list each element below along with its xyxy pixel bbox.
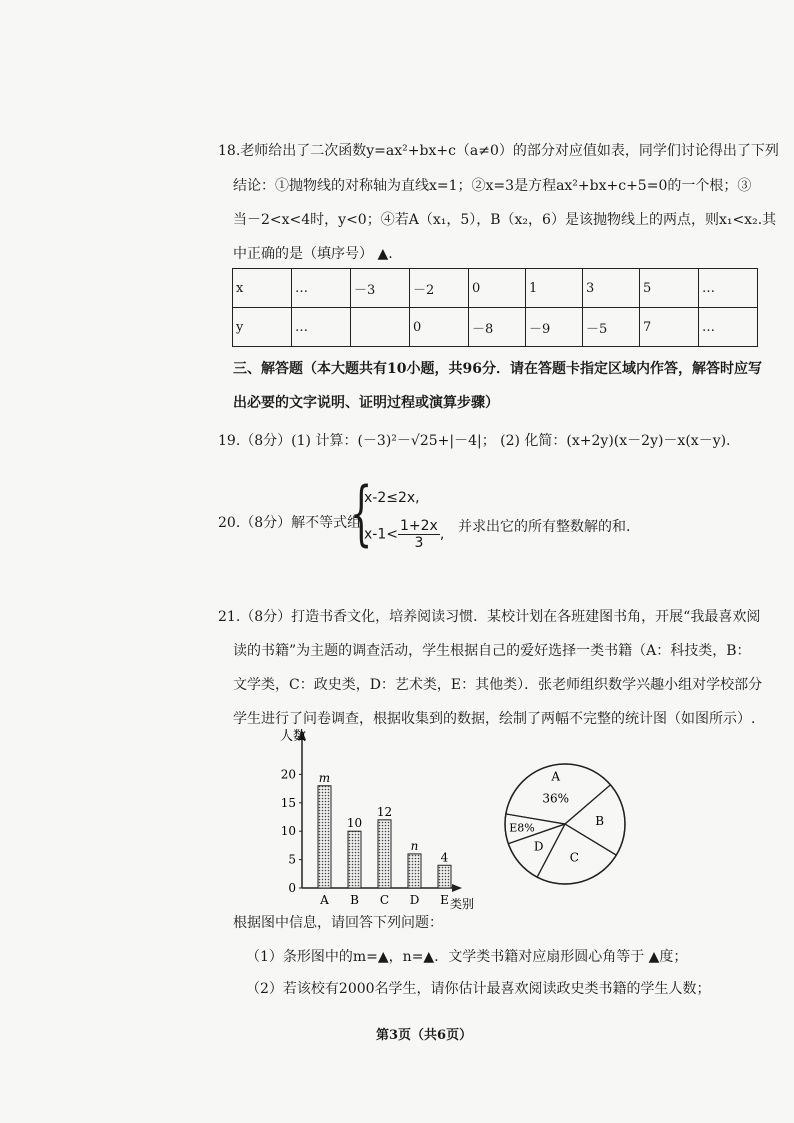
category-label: B [350,893,359,907]
q21-sub1: （1）条形图中的m=▲，n=▲．文学类书籍对应扇形圆心角等于 ▲度； [246,949,688,965]
table-cell: 3 [583,269,640,308]
bar-value-label: 12 [376,804,393,819]
table-cell: y [233,308,292,347]
brace-symbol: { [350,472,373,554]
bar [318,786,331,888]
category-label: D [409,893,420,907]
table-cell: －8 [469,308,526,347]
q18-line2: 结论：①抛物线的对称轴为直线x=1；②x=3是方程ax²+bx+c+5=0的一个根；③ [233,178,752,194]
fraction-numerator: 1+2x [399,518,438,534]
bar-chart [270,728,490,913]
table-cell: 0 [469,269,526,308]
q21-line4: 学生进行了问卷调查，根据收集到的数据，绘制了两幅不完整的统计图（如图所示）. [233,711,756,727]
slice-percent-label: 36% [542,791,570,806]
q21-line2: 读的书籍”为主题的调查活动，学生根据自己的爱好选择一类书籍（A：科技类，B： [233,643,751,659]
section3-heading: 三、解答题（本大题共有10小题，共96分．请在答题卡指定区域内作答，解答时应写 [233,361,762,377]
table-row-x [233,269,758,308]
fraction-denominator: 3 [414,535,424,551]
page-footer: 第3页（共6页） [376,1028,473,1043]
bar [348,831,361,888]
table-cell [351,308,410,347]
table-cell: x [233,269,292,308]
table-cell: … [292,269,351,308]
q20-prefix: 20.（8分）解不等式组 [218,515,362,531]
q18-line4: 中正确的是（填序号） ▲. [233,246,393,262]
slice-label: A [551,769,561,784]
inequality-2-tail: , [439,526,445,543]
inequality-2 [364,518,444,551]
category-label: A [320,893,329,907]
bar [408,854,421,888]
table-cell: … [292,308,351,347]
y-tick-label: 5 [288,852,296,867]
x-axis-label: 类别 [450,897,475,911]
y-tick-label: 20 [280,767,296,782]
table-cell: 7 [640,308,699,347]
x-axis-arrow [452,884,462,892]
bar [438,865,451,888]
table-cell: 1 [526,269,583,308]
table-cell: －2 [410,269,469,308]
table-cell: －5 [583,308,640,347]
q21-after: 根据图中信息，请回答下列问题： [233,915,443,931]
bar-value-label: n [410,838,419,853]
table-cell: 0 [410,308,469,347]
q21-line3: 文学类，C：政史类，D：艺术类，E：其他类）．张老师组织数学兴趣小组对学校部分 [233,677,763,693]
category-label: E [440,893,449,907]
y-tick-label: 0 [288,881,296,895]
bar-value-label: 10 [346,816,363,831]
inequality-1: x-2≤2x, [364,490,420,506]
y-axis-label: 人数 [280,729,307,744]
fraction [398,518,440,551]
slice-label: B [595,814,605,829]
q18-line3: 当－2<x<4时，y<0；④若A（x₁，5），B（x₂，6）是该抛物线上的两点，则x₁<x₂.其 [233,212,777,228]
table-row-y [233,308,758,347]
table-cell: … [699,269,758,308]
q20-suffix: 并求出它的所有整数解的和. [458,519,631,535]
slice-label: D [533,839,544,854]
table-cell: 5 [640,269,699,308]
slice-label: C [569,850,579,865]
y-tick-label: 10 [280,824,296,839]
q21-sub2: （2）若该校有2000名学生，请你估计最喜欢阅读政史类书籍的学生人数； [246,981,711,997]
table-cell: … [699,308,758,347]
bar [378,820,391,888]
y-tick-label: 15 [280,795,296,810]
q21-line1: 21.（8分）打造书香文化，培养阅读习惯．某校计划在各班建图书角，开展“我最喜欢阅 [218,609,761,625]
bar-value-label: 4 [440,850,449,865]
bar-value-label: m [318,770,331,785]
value-table [232,268,758,347]
table-cell: －9 [526,308,583,347]
category-label: C [379,893,390,907]
table-cell: －3 [351,269,410,308]
pie-chart [500,752,635,902]
inequality-2-left: x-1< [364,526,398,543]
q19-text: 19.（8分）(1) 计算：(－3)²－√25+|－4|； (2) 化简：(x+2y)(x－2y)－x(x－y). [218,433,731,449]
q18-line1: 18.老师给出了二次函数y=ax²+bx+c（a≠0）的部分对应值如表，同学们讨论得出了下列 [218,143,779,159]
section3-heading-cont: 出必要的文字说明、证明过程或演算步骤） [233,395,499,411]
slice-label: E8% [509,821,535,835]
